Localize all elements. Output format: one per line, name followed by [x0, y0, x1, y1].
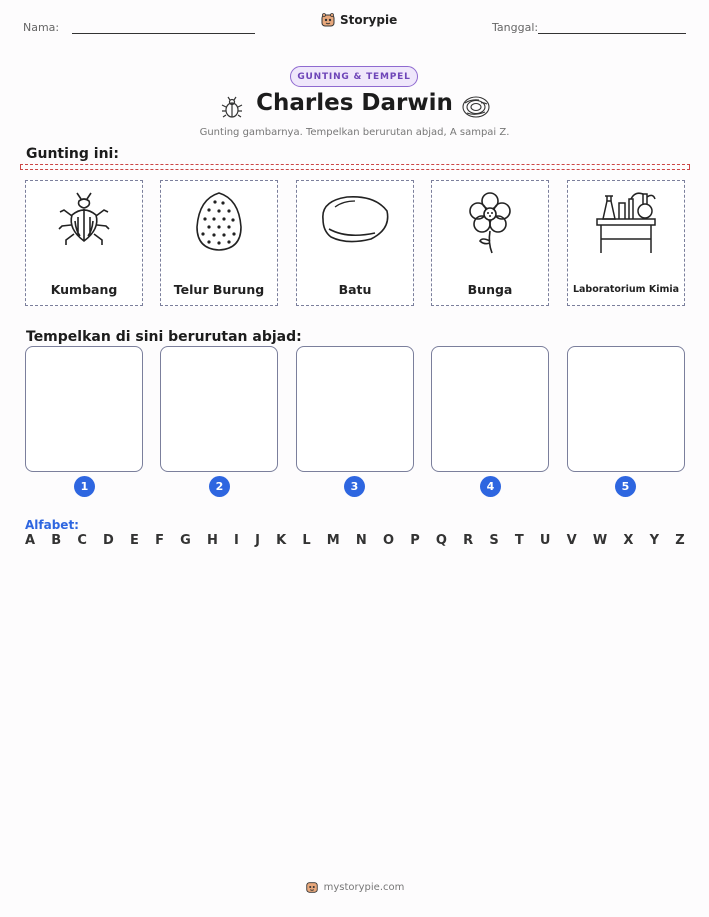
alphabet-letter: U: [539, 533, 551, 548]
number-badge: 3: [344, 476, 365, 497]
activity-badge: GUNTING & TEMPEL: [290, 66, 418, 87]
alphabet-letter: W: [592, 533, 608, 548]
date-field[interactable]: [538, 33, 686, 34]
footer: [0, 880, 709, 894]
alphabet-letter: R: [463, 533, 474, 548]
alphabet-letter: I: [234, 533, 239, 548]
flower-icon: [460, 189, 520, 255]
alphabet-letter: V: [566, 533, 577, 548]
alphabet-heading: Alfabet:: [25, 518, 79, 532]
paste-box-1[interactable]: [25, 346, 143, 472]
paste-box-5[interactable]: [567, 346, 685, 472]
chemistry-lab-icon: [591, 189, 661, 255]
alphabet-letter: G: [180, 533, 191, 548]
name-label: Nama:: [23, 21, 60, 34]
cut-card-label: Laboratorium Kimia: [572, 284, 680, 295]
instructions: Gunting gambarnya. Tempelkan berurutan abjad, A sampai Z.: [199, 127, 510, 138]
alphabet-letter: D: [103, 533, 114, 548]
alphabet-row: [25, 533, 685, 548]
paste-box-3[interactable]: [296, 346, 414, 472]
alphabet-letter: Y: [649, 533, 660, 548]
paste-box-2[interactable]: [160, 346, 278, 472]
bird-egg-icon: [189, 189, 249, 253]
brand-name: Storypie: [340, 13, 398, 27]
alphabet-letter: H: [206, 533, 218, 548]
number-badge: 4: [480, 476, 501, 497]
cut-card-label: Batu: [338, 282, 372, 297]
cut-card-batu[interactable]: [296, 180, 414, 306]
storypie-mascot-icon: [305, 880, 319, 894]
cut-card-bunga[interactable]: [431, 180, 549, 306]
alphabet-letter: E: [130, 533, 139, 548]
cut-card-label: Bunga: [467, 282, 513, 297]
alphabet-letter: Z: [675, 533, 685, 548]
name-field[interactable]: [72, 33, 255, 34]
number-badge: 1: [74, 476, 95, 497]
beetle-icon: [54, 189, 114, 249]
alphabet-letter: Q: [435, 533, 447, 548]
number-badge: 5: [615, 476, 636, 497]
nest-icon: [461, 94, 491, 120]
alphabet-letter: K: [276, 533, 287, 548]
alphabet-letter: L: [302, 533, 311, 548]
alphabet-letter: M: [326, 533, 340, 548]
alphabet-letter: O: [382, 533, 395, 548]
number-badge: 2: [209, 476, 230, 497]
footer-site[interactable]: mystorypie.com: [323, 881, 405, 893]
alphabet-letter: A: [25, 533, 36, 548]
storypie-mascot-icon: [320, 12, 336, 28]
page-title: Charles Darwin: [256, 90, 453, 116]
alphabet-letter: B: [51, 533, 62, 548]
alphabet-letter: S: [489, 533, 499, 548]
cut-card-label: Kumbang: [50, 282, 118, 297]
cut-card-label: Telur Burung: [173, 282, 265, 297]
cut-card-telur-burung[interactable]: [160, 180, 278, 306]
cut-card-laboratorium-kimia[interactable]: [567, 180, 685, 306]
cut-heading: Gunting ini:: [26, 146, 119, 162]
alphabet-letter: T: [514, 533, 524, 548]
alphabet-letter: P: [410, 533, 420, 548]
brand-logo: [320, 12, 397, 28]
alphabet-letter: X: [623, 533, 634, 548]
alphabet-letter: J: [255, 533, 260, 548]
alphabet-letter: C: [77, 533, 87, 548]
cut-card-kumbang[interactable]: [25, 180, 143, 306]
paste-box-4[interactable]: [431, 346, 549, 472]
alphabet-letter: F: [155, 533, 164, 548]
date-label: Tanggal:: [492, 21, 539, 34]
paste-heading: Tempelkan di sini berurutan abjad:: [26, 329, 302, 345]
cut-dashed-line: [20, 164, 690, 170]
alphabet-letter: N: [355, 533, 367, 548]
stone-icon: [317, 189, 393, 249]
